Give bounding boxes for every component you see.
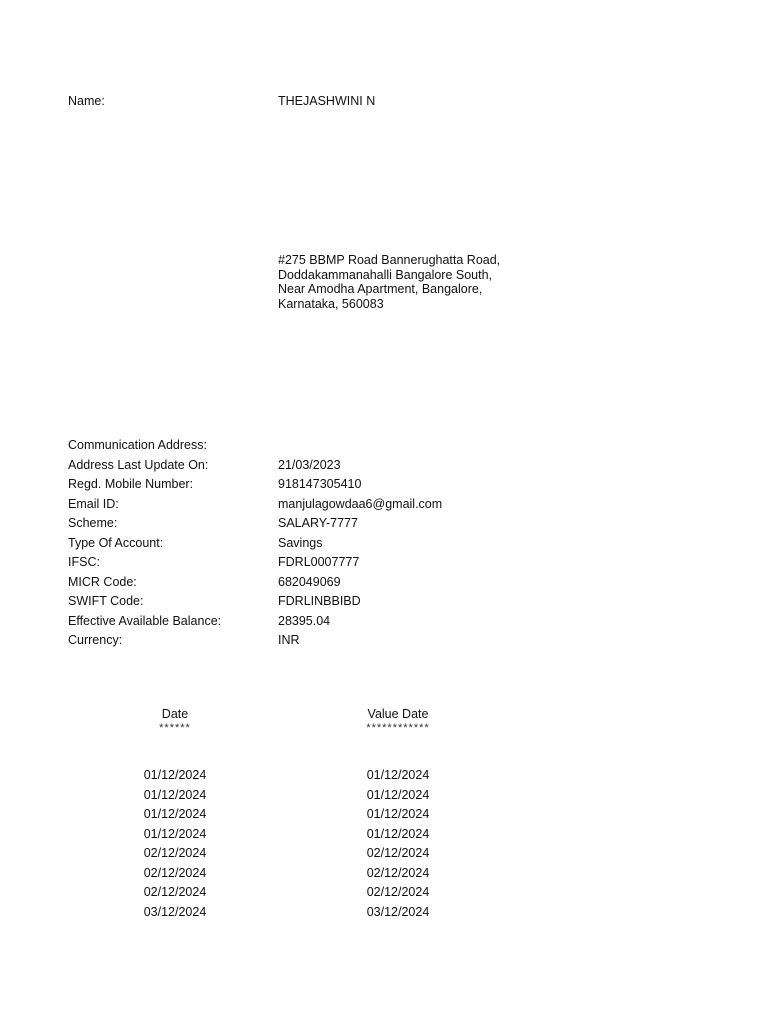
info-value: 918147305410 [278,477,362,491]
info-value: manjulagowdaa6@gmail.com [278,496,443,511]
info-label: Scheme: [68,516,118,530]
info-row-micr [68,573,708,593]
info-row-address-last-update [68,456,708,476]
date-cell: 03/12/2024 [143,904,207,919]
value-date-cell: 01/12/2024 [366,826,430,841]
name-label: Name: [68,94,105,108]
info-label: IFSC: [68,555,100,569]
info-value: SALARY-7777 [278,516,358,530]
address-line: Karnataka, 560083 [278,296,384,311]
info-label: Address Last Update On: [68,457,209,472]
date-cell: 01/12/2024 [143,787,207,802]
value-date-cell: 03/12/2024 [366,904,430,919]
value-date-cell: 01/12/2024 [366,768,430,782]
info-value: 28395.04 [278,613,331,628]
info-row-account-type [68,534,708,554]
info-row-swift [68,592,708,612]
info-row-ifsc [68,553,708,573]
info-value: 682049069 [278,574,341,589]
date-cell: 01/12/2024 [143,826,207,841]
date-column-separator: ****** [159,722,191,734]
value-date-column-separator: ************ [366,722,430,734]
date-cell: 01/12/2024 [143,768,207,782]
value-date-column [323,705,473,922]
value-date-cell: 01/12/2024 [366,787,430,802]
info-value: FDRL0007777 [278,555,360,569]
info-label: Effective Available Balance: [68,613,222,628]
info-row-scheme [68,514,708,534]
info-row-mobile-number [68,475,708,495]
info-row-communication-address [68,436,708,456]
info-label: SWIFT Code: [68,594,144,608]
date-column-cells [100,766,250,922]
value-date-cell: 02/12/2024 [366,846,430,860]
info-value: INR [278,633,300,647]
info-value: FDRLINBBIBD [278,594,361,608]
date-column [100,705,250,922]
info-row-email [68,495,708,515]
date-cell: 02/12/2024 [143,846,207,860]
account-info-list [68,436,708,651]
info-row-currency [68,631,708,651]
info-value: 21/03/2023 [278,457,341,472]
info-label: Currency: [68,633,123,647]
value-date-cell: 01/12/2024 [366,807,430,821]
date-cell: 02/12/2024 [143,865,207,880]
value-date-cell: 02/12/2024 [366,885,430,899]
info-label: Email ID: [68,496,119,511]
address-line: Doddakammanahalli Bangalore South, [278,267,493,282]
info-label: Communication Address: [68,438,207,452]
address-line: #275 BBMP Road Bannerughatta Road, [278,253,501,267]
name-row [68,94,708,112]
info-value: Savings [278,535,323,550]
date-cell: 01/12/2024 [143,807,207,821]
value-date-column-cells [323,766,473,922]
address-line: Near Amodha Apartment, Bangalore, [278,282,483,296]
value-date-cell: 02/12/2024 [366,865,430,880]
name-value: THEJASHWINI N [278,94,376,108]
info-label: Type Of Account: [68,535,164,550]
info-label: Regd. Mobile Number: [68,477,194,491]
info-row-balance [68,612,708,632]
date-column-header: Date [161,707,189,721]
info-label: MICR Code: [68,574,137,589]
value-date-column-header: Value Date [367,707,429,721]
date-cell: 02/12/2024 [143,885,207,899]
address-block [278,253,538,311]
